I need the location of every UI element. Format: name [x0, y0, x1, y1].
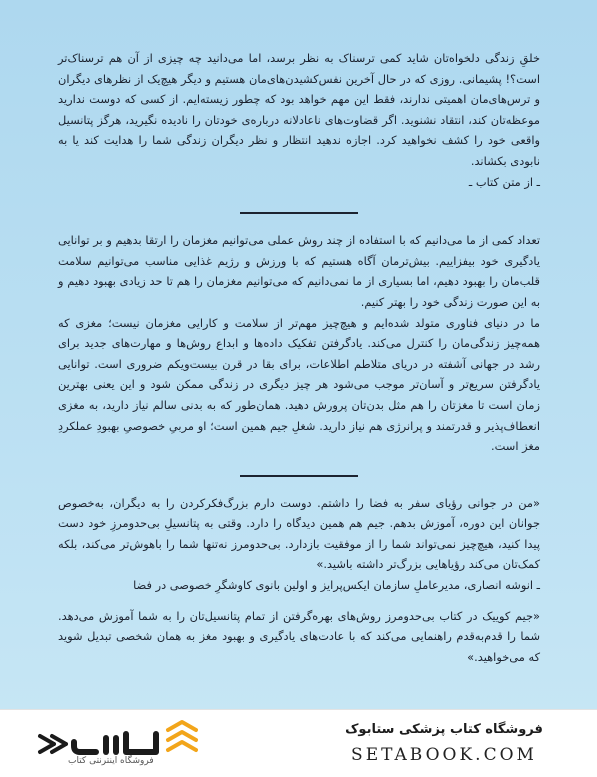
description-paragraph-2: ما در دنیای فناوری متولد شده‌ایم و هیچ‌چیز مهم‌تر از سلامت و کارایی مغزمان نیست؛ مغزی که همه‌چیز زندگی‌مان را کنترل می‌کند. یادگرفتن تفکیک داده‌ها و ابداع روش‌ها و مهارت‌های جدید برای رشد در جهانی آشفته در دریای متلاطم اطلاعات، برای بقا در قرن بیست‌ویکم ضروری است. توانایی یادگرفتن سریع‌تر و آسان‌تر موجب می‌شود هر چیز دیگری در زندگی ممکن شود و این یعنی بهترین زمان است تا مغزتان را هم مثل بدن‌تان پرورش دهید. همان‌طور که به بدنی سالم نیاز دارید، به مغزی انعطاف‌پذیر و قدرتمند و پرانرژی هم نیاز دارید. شغلِ جیم همین است؛ او مربیِ خصوصیِ بهبودِ عملکردِ مغز است. [58, 315, 540, 454]
description-paragraph-1: تعداد کمی از ما می‌دانیم که با استفاده از چند روش عملی می‌توانیم مغزمان را ارتقا بدهیم و بر توانایی یادگیری خود بیفزاییم. بیش‌تر‌مان آگاه هستیم که با ورزش و رژیم غذایی مناسب می‌توانیم سلامت قلب‌مان را بهبود دهیم، اما بسیاری از ما نمی‌دانیم که می‌توانیم مغزمان را هم تا حد زیادی بهبود دهیم و به این صورت زندگی خود را بهتر کنیم. [58, 233, 540, 309]
testimonial-quote-2: «جیم کوییک در کتاب بی‌حدومرز روش‌های بهره‌گرفتن از تمام پتانسیل‌تان را به شما آموزش می‌دهد. شما را قدم‌به‌قدم راهنمایی می‌کند که با عادت‌های یادگیری و بهبود مغز به همان شخصی تبدیل شوید که می‌خواهید.» [58, 608, 540, 664]
testimonial-source-1: ـ انوشه انصاری، مدیرعاملِ سازمان ایکس‌پرایز و اولین بانوی کاوشگرِ خصوصی در فضا [133, 578, 540, 593]
store-name: فروشگاه کتاب پزشکی ستابوک [345, 722, 543, 737]
logo-caption: فروشگاه اینترنتی کتاب [68, 756, 154, 766]
store-url[interactable]: SETABOOK.COM [351, 745, 537, 765]
intro-paragraph: خلقِ زندگی دلخواه‌تان شاید کمی ترسناک به نظر برسد، اما می‌دانید چه چیزی از آن هم ترسناک‌تر است؟! پشیمانی. روزی که در حال آخرین نفس‌کشیدن‌های‌مان هستیم و دیگر هیچ‌یک از نظرهای دیگران و ترس‌های‌مان اهمیتی ندارند، فقط این مهم خواهد بود که چطور زیسته‌ایم. از کسی که دوست ندارید موعظه‌تان کند، انتقاد نشنوید. اگر قضاوت‌های ناعادلانه درباره‌ی خودتان را نادیده نگیرید، هرگز پتانسیل واقعی خود را کشف نخواهید کرد. اجازه ندهید انتظار و نظر دیگران زندگی شما را هدایت کند یا به نابودی بکشاند. [58, 51, 540, 168]
testimonial-quote-1: «من در جوانی رؤیای سفر به فضا را داشتم. دوست دارم بزرگ‌فکرکردن را به دیگران، به‌خصوص جوانان این دوره، آموزش بدهم. جیم هم همین دیدگاه را دارد. وقتی به پتانسیلِ بی‌حدومرزِ خود دست پیدا کنید، هیچ‌چیز نمی‌تواند شما را از موفقیت بازدارد. بی‌حدومرز نه‌تنها شما را باهوش‌تر می‌کند، بلکه کمک‌تان می‌کند رؤیاهایی بزرگ‌تر داشته باشید.» [58, 495, 540, 572]
store-footer-banner [0, 709, 597, 777]
store-brand [319, 720, 569, 768]
cover-text-block [58, 48, 540, 667]
section-divider [240, 475, 358, 477]
intro-source: ـ از متن کتاب ـ [468, 174, 540, 189]
setabook-logo[interactable] [16, 716, 201, 772]
section-divider [240, 212, 358, 214]
